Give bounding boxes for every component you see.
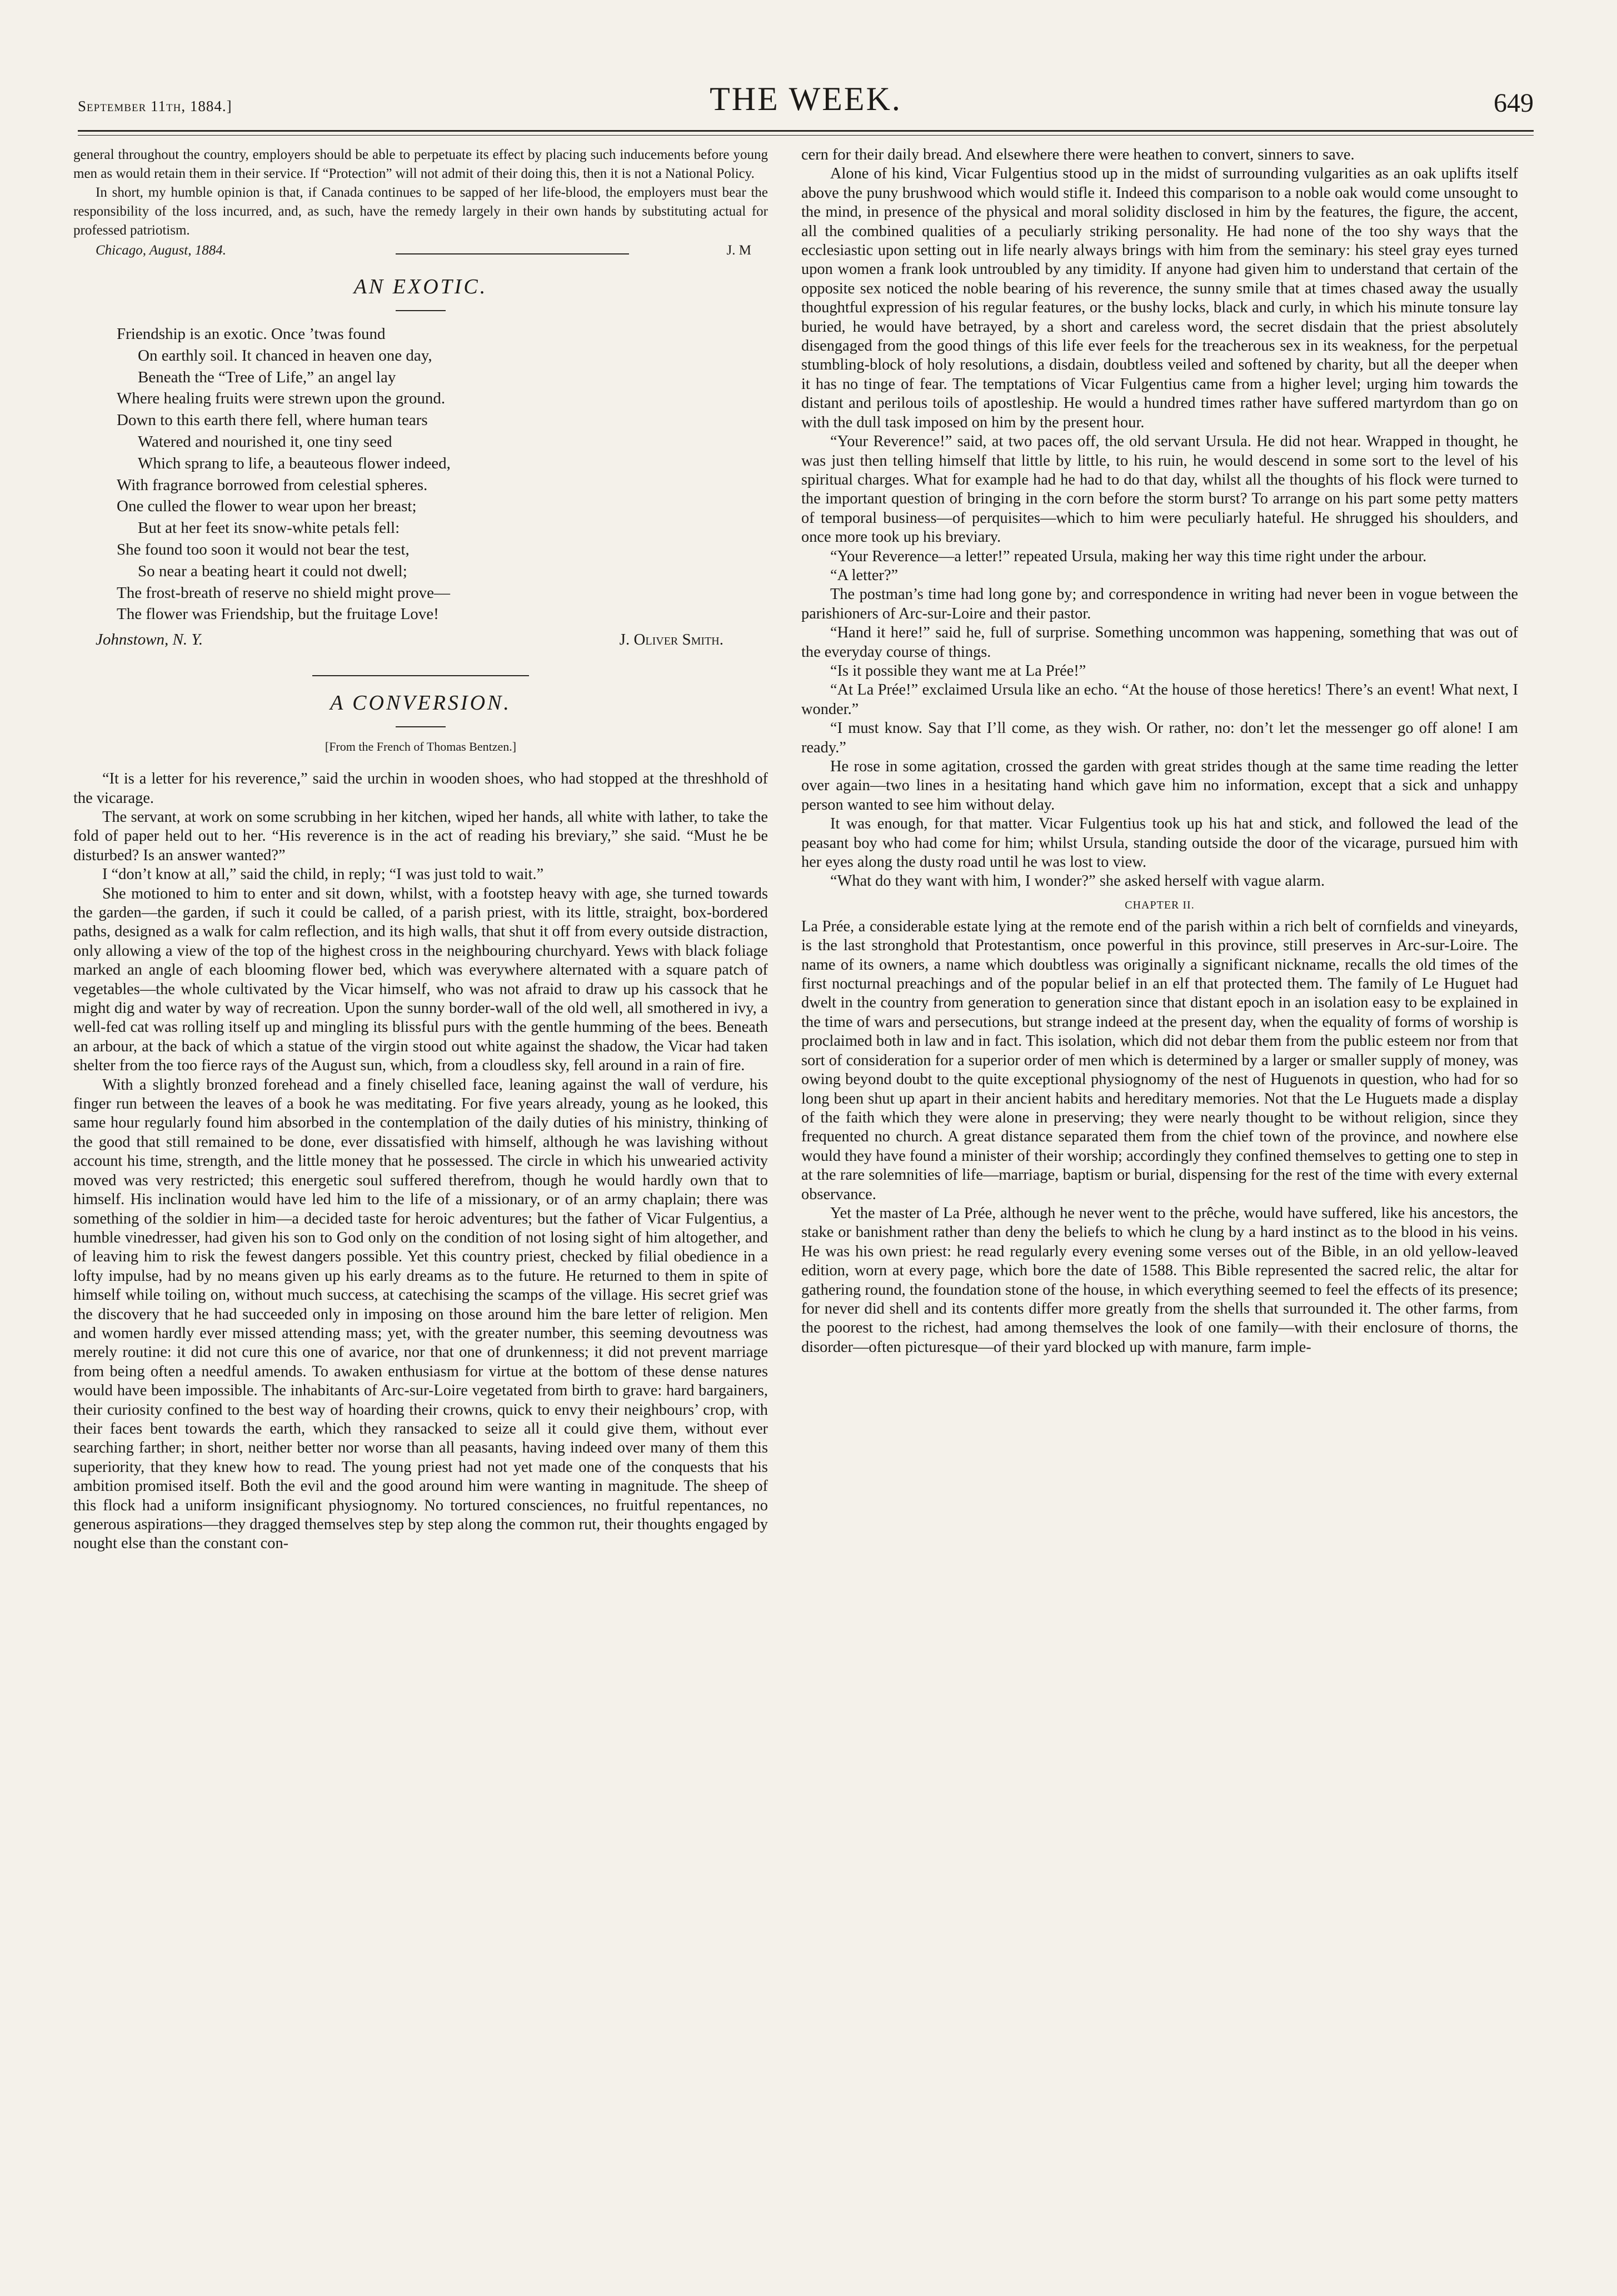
chapter-heading: CHAPTER II. [1125,899,1195,911]
publication-title: THE WEEK. [710,81,902,117]
story-paragraph: She motioned to him to enter and sit down, whilst, with a footstep heavy with age, she turned towards the garden—the garden, if such it could be called, of a parish priest, with its little, straight, box-bordered paths, designed as a walk for calm reflection, and its high walls, that shut it off from every outside distraction, only allowing a view of the top of the highest cross in the neighbouring churchyard. Yews with black foliage marked an angle of each blooming flower bed, which was everywhere alternated with a square patch of vegetables—the whole cultivated by the Vicar himself, who was not afraid to draw up his cassock that he might dig and water by way of recreation. Upon the sunny border-wall of the old well, all smothered in ivy, a well-fed cat was rolling itself up and mingling its blissful purs with the gentle humming of the bees. Beneath an arbour, at the back of which a statue of the virgin stood out white against the shadow, the Vicar had taken shelter from the too fierce rays of the August sun, which, from a cloudless sky, fell around in a rain of fire. [73,885,768,1075]
story-paragraph: “What do they want with him, I wonder?” she asked herself with vague alarm. [830,872,1325,890]
poem-line: Down to this earth there fell, where human tears [117,411,428,430]
story-paragraph: He rose in some agitation, crossed the garden with great strides though at the same time reading the letter over again—two lines in a hesitating hand which gave him no information, except that a sick and unhappy person wanted to see him without delay. [801,758,1518,813]
letter-initials: J. M [726,243,751,258]
poem-title: AN EXOTIC. [353,275,488,298]
letter-paragraph-1: general throughout the country, employers should be able to perpetuate its effect by placing such inducements before young men as would retain them in their service. If “Protection” will not admit of their doing this, then it is not a National Policy. [73,147,768,181]
story-paragraph: “Your Reverence—a letter!” repeated Ursula, making her way this time right under the arbour. [830,547,1427,565]
poem-line: Where healing fruits were strewn upon the ground. [117,390,446,408]
poem-signature [73,631,768,655]
letter-signature [73,241,768,260]
story-paragraph: It was enough, for that matter. Vicar Fulgentius took up his hat and stick, and followed the lead of the peasant boy who had come for him; whilst Ursula, standing outside the door of the vicarage, pursued him with her eyes along the dusty road until he was lost to view. [801,815,1518,871]
story-paragraph: “A letter?” [830,566,899,584]
story-paragraph: I “don’t know at all,” said the child, in reply; “I was just told to wait.” [102,866,544,884]
letter-paragraph-2: In short, my humble opinion is that, if Canada continues to be sapped of her life-blood, the employers must bear the responsibility of the loss incurred, and, as such, have the remedy largely in their own hands by substituting actual for professed patriotism. [73,185,768,238]
chapter-paragraph: Yet the master of La Prée, although he never went to the prêche, would have suffered, like his ancestors, the stake or banishment rather than deny the beliefs to which he clung by a hard instinct as to the blood in his veins. He was his own priest: he read regularly every evening some verses out of the Bible, in an old yellow-leaved edition, worn at every page, which bore the date of 1588. This Bible represented the sacred relic, the altar for gathering round, the foundation stone of the house, in which everything seemed to feel the effects of its presence; for never did shell and its contents differ more greatly from the shells that surrounded it. The other farms, from the poorest to the richest, had among themselves the look of one family—with their enclosure of thorns, the disorder—often picturesque—of their yard blocked up with manure, farm imple- [801,1204,1518,1356]
story-paragraph: “At La Prée!” exclaimed Ursula like an echo. “At the house of those heretics! There’s an event! What next, I wonder.” [801,681,1518,718]
masthead [78,78,1534,128]
poem-body [117,323,768,625]
poem-line: The flower was Friendship, but the fruitage Love! [117,605,439,623]
story-paragraph: The postman’s time had long gone by; and correspondence in writing had never been in vogue between the parishioners of Arc-sur-Loire and their pastor. [801,586,1518,622]
masthead-rule-thin [78,135,1534,136]
poem-line: Which sprang to life, a beauteous flower indeed, [138,454,451,472]
story-paragraph: The servant, at work on some scrubbing in her kitchen, wiped her hands, all white with lather, to take the fold of paper held out to her. “His reverence is in the act of reading his breviary,” she said. “Must he be disturbed? Is an answer wanted?” [73,808,768,864]
story-paragraph: “Your Reverence!” said, at two paces off, the old servant Ursula. He did not hear. Wrapped in thought, he was just then telling himself that little by little, to his ruin, he would descend in some sort to the level of his spiritual charges. What for example had he had to do that day, whilst all the thoughts of his flock were turned to the important question of bringing in the corn before the storm burst? To arrange on his part some petty matters of temporal business—of perquisites—which to him were peculiarly hateful. He shrugged his shoulders, and once more took up his breviary. [801,433,1518,546]
story-title-rule [396,726,446,727]
story-paragraph: cern for their daily bread. And elsewhere there were heathen to convert, sinners to save. [801,146,1355,163]
poem-line: With fragrance borrowed from celestial spheres. [117,476,428,494]
poem-line: But at her feet its snow-white petals fell: [138,519,400,537]
masthead-rule-thick [78,130,1534,132]
poem-line: Beneath the “Tree of Life,” an angel lay [138,368,396,386]
story-paragraph: “It is a letter for his reverence,” said the urchin in wooden shoes, who had stopped at the threshhold of the vicarage. [73,770,768,807]
issue-date: September 11th, 1884.] [78,98,232,114]
chapter-paragraph: La Prée, a considerable estate lying at the remote end of the parish within a rich belt of cornfields and vineyards, is the last stronghold that Protestantism, once powerful in this province, still preserves in Arc-sur-Loire. The name of its owners, a name which doubtless was originally a significant nickname, recalls the old times of the first nocturnal preachings and of the popular belief in an elf that protected them. The family of Le Huguet had dwelt in the country from generation to generation since that distant epoch in an isolation easy to be explained in the time of wars and persecutions, but strange indeed at the present day, when the equality of forms of worship is proclaimed both in law and in fact. This isolation, which did not debar them from the public esteem nor from that sort of consideration for a superior order of men which is determined by a larger or smaller supply of money, was owing beyond doubt to the quite exceptional physiognomy of the nest of Huguenots in question, who had for so long been shut up apart in their ancient habits and hereditary memories. Not that the Le Huguets made a display of the faith which they were alone in preserving; they were nearly thought to be without religion, since they frequented no church. A great distance separated them from the chief town of the province, and nowhere else would they have found a minister of their worship; accordingly they confined themselves to getting one to step in at the rare solemnities of life—marriage, baptism or burial, dispensing for the rest of the time with every external observance. [801,917,1518,1203]
story-title: A CONVERSION. [330,691,511,715]
signature-rule [396,253,629,254]
poem-line: One culled the flower to wear upon her breast; [117,497,417,516]
story-paragraph: Alone of his kind, Vicar Fulgentius stood up in the midst of surrounding vulgarities as an oak uplifts itself above the puny brushwood which would stifle it. Indeed this comparison to a noble oak would come unsought to the mind, in presence of the physical and moral solidity disclosed in him by the features, the figure, the accent, all the combined qualities of a peculiarly striking personality. He had none of the too shy ways that the ecclesiastic upon setting out in life nearly always brings with him from the seminary: his steel gray eyes turned upon women a frank look untroubled by any timidity. If anyone had given him to understand that certain of the opposite sex noticed the noble bearing of his reverence, the sunny smile that at times chased away the usually thoughtful expression of his regular features, or the bushy locks, black and curly, in which his minute tonsure lay buried, he would have betrayed, by a short and careless word, the secret disdain that the priest absolutely disengaged from the good things of this life ever feels for the treacherous sex in its weakness, for the perpetual stumbling-block of holy resolutions, a disdain, doubtless veiled and softened by charity, but all the deeper when it has no tinge of fear. The temptations of Vicar Fulgentius came from a higher level; urging him towards the distant and perilous toils of apostleship. He would a hundred times rather have suffered martyrdom than go on with the dull task imposed on him by the present hour. [801,165,1518,431]
story-paragraph: With a slightly bronzed forehead and a finely chiselled face, leaning against the wall of verdure, his finger run between the leaves of a book he was meditating. For five years already, young as he looked, this same hour regularly found him absorbed in the contemplation of the daily duties of his ministry, thinking of the good that still remained to be done, ever dissatisfied with himself, although he was lavishing without account his time, strength, and the little money that he possessed. The circle in which his unwearied activity moved was very restricted; this energetic soul suffered therefrom, though he would hardly own that to himself. His inclination would have led him to the life of a missionary, or of an army chaplain; there was something of the soldier in him—a decided taste for heroic adventures; but the father of Vicar Fulgentius, a humble vinedresser, had given his son to God only on the condition of not losing sight of him altogether, and of leaving him to risk the fewest dangers possible. Yet this country priest, checked by filial obedience in a lofty impulse, had by no means given up his early dreams as to the future. He returned to them in spite of himself while toiling on, without much success, at catechising the scamps of the village. His secret grief was the discovery that he had succeeded only in imposing on those around him the bare letter of religion. Men and women hardly ever missed attending mass; yet, with the greater number, this seeming devoutness was merely routine: it did not cure this one of avarice, nor that one of drunkenness; it did not prevent marriage from being often a needful amends. To awaken enthusiasm for virtue at the bottom of these dense natures would have been impossible. The inhabitants of Arc-sur-Loire vegetated from birth to grave: hard bargainers, their curiosity confined to the best way of hoarding their crowns, quick to envy their neighbours’ crop, with their faces bent towards the earth, which they ransacked to seize all it could give them, without ever searching farther; in short, neither better nor worse than all peasants, having indeed over many of them this superiority, that they knew how to read. The young priest had not yet made one of the conquests that his ambition promised itself. Both the evil and the good around him were wanting in magnitude. The sheep of this flock had a uniform insignificant physiognomy. No tortured consciences, no fruitful repentances, no generous aspirations—they dragged themselves step by step along the common rut, their thoughts engaged by nought else than the constant con- [73,1076,768,1553]
poem-line: The frost-breath of reserve no shield might prove— [117,583,450,602]
poem-place: Johnstown, N. Y. [96,631,203,649]
left-column [73,146,768,2274]
poem-line: She found too soon it would not bear the test, [117,540,410,558]
letter-place: Chicago, August, 1884. [96,243,226,258]
poem-title-rule [396,310,446,311]
poem-line: Friendship is an exotic. Once ’twas found [117,325,386,343]
story-paragraph: “I must know. Say that I’ll come, as they wish. Or rather, no: don’t let the messenger go off alone! I am ready.” [801,720,1518,756]
poem-author: J. Oliver Smith. [619,631,723,649]
section-divider [312,675,529,676]
story-source: [From the French of Thomas Bentzen.] [325,740,517,754]
poem-line: So near a beating heart it could not dwell; [138,562,407,580]
poem-line: Watered and nourished it, one tiny seed [138,432,392,451]
story-paragraph: “Is it possible they want me at La Prée!” [830,662,1086,680]
story-paragraph: “Hand it here!” said he, full of surprise. Something uncommon was happening, something that was out of the everyday course of things. [801,624,1518,661]
page-number: 649 [1494,88,1534,118]
poem-line: On earthly soil. It chanced in heaven one day, [138,346,432,365]
right-column [801,146,1518,2274]
